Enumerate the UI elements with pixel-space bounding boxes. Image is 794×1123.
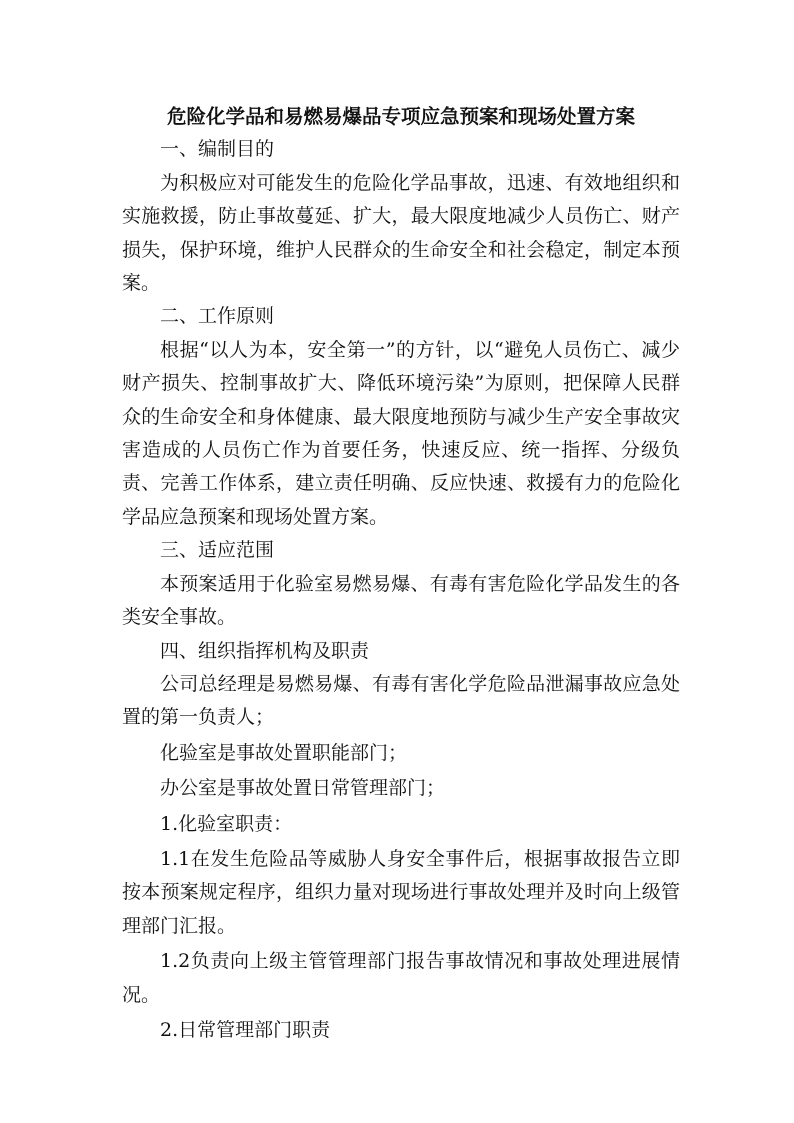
section-heading-principles: 二、工作原则 <box>160 305 275 328</box>
section-heading-scope: 三、适应范围 <box>160 539 275 562</box>
paragraph-general-manager: 公司总经理是易燃易爆、有毒有害化学危险品泄漏事故应急处置的第一负责人； <box>122 672 680 729</box>
subheading-lab-duties: 1.化验室职责： <box>160 812 293 835</box>
subheading-daily-management-duties: 2.日常管理部门职责 <box>160 1018 331 1041</box>
section-heading-purpose: 一、编制目的 <box>160 138 275 161</box>
section-heading-organization: 四、组织指挥机构及职责 <box>160 639 370 662</box>
paragraph-principles: 根据“以人为本，安全第一”的方针，以“避免人员伤亡、减少财产损失、控制事故扩大、降低环境污染”为原则，把保障人民群众的生命安全和身体健康、最大限度地预防与减少生产安全事故灾害造成的人员伤亡作为首要任务，快速反应、统一指挥、分级负责、完善工作体系，建立责任明确、反应快速、救援有力的危险化学品应急预案和现场处置方案。 <box>122 338 680 528</box>
paragraph-duty-1-2: 1.2负责向上级主管管理部门报告事故情况和事故处理进展情况。 <box>122 950 680 1006</box>
document-title: 危险化学品和易燃易爆品专项应急预案和现场处置方案 <box>166 105 635 128</box>
paragraph-office-role: 办公室是事故处置日常管理部门； <box>160 777 446 800</box>
paragraph-purpose: 为积极应对可能发生的危险化学品事故，迅速、有效地组织和实施救援，防止事故蔓延、扩大，最大限度地减少人员伤亡、财产损失，保护环境，维护人民群众的生命安全和社会稳定，制定本预案。 <box>122 171 680 295</box>
paragraph-duty-1-1: 1.1在发生危险品等威胁人身安全事件后，根据事故报告立即按本预案规定程序，组织力量对现场进行事故处理并及时向上级管理部门汇报。 <box>122 847 680 937</box>
document-body <box>122 100 680 1047</box>
paragraph-lab-role: 化验室是事故处置职能部门； <box>160 741 408 764</box>
paragraph-scope: 本预案适用于化验室易燃易爆、有毒有害危险化学品发生的各类安全事故。 <box>122 572 680 629</box>
